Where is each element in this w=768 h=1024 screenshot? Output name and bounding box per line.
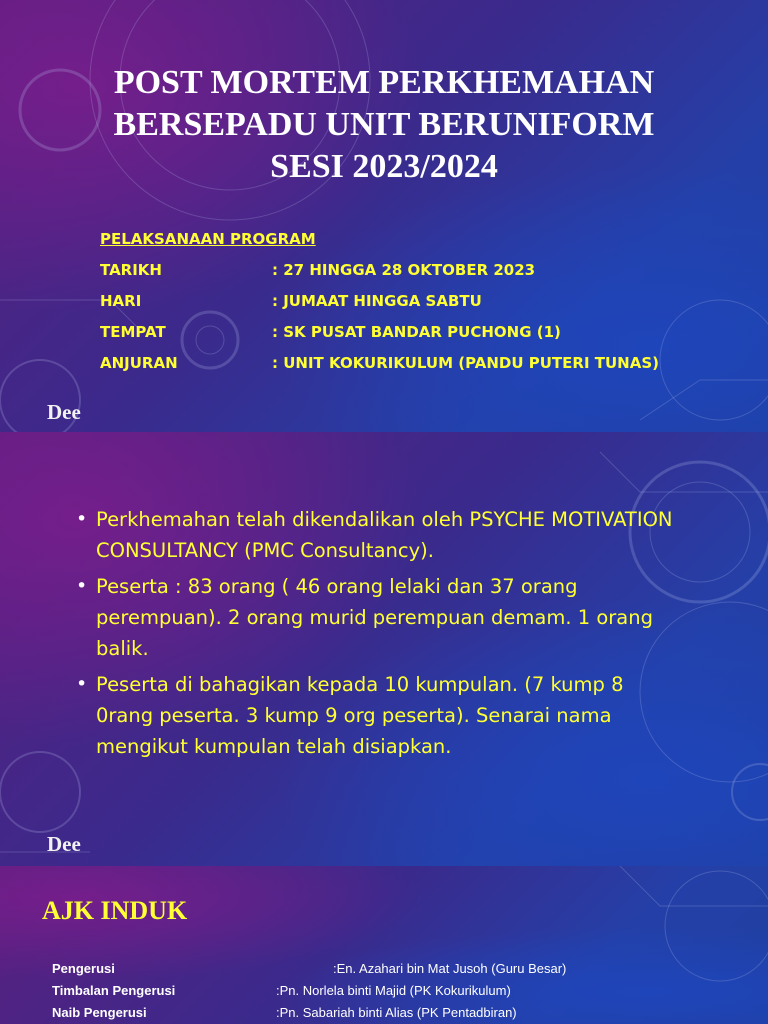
program-section-heading: PELAKSANAAN PROGRAM — [100, 230, 316, 248]
member-name: :En. Azahari bin Mat Jusoh (Guru Besar) — [333, 961, 567, 976]
committee-title: AJK INDUK — [42, 896, 188, 925]
slide-summary — [0, 432, 768, 866]
info-value: : JUMAAT HINGGA SABTU — [272, 292, 482, 310]
info-row-organizer — [100, 352, 720, 383]
info-value: : 27 HINGGA 28 OKTOBER 2023 — [272, 261, 536, 279]
list-item — [52, 983, 752, 1005]
program-info — [100, 228, 720, 383]
info-label: TARIKH — [100, 261, 162, 279]
list-item — [76, 504, 676, 566]
member-role: Naib Pengerusi — [52, 1005, 147, 1020]
info-label: HARI — [100, 292, 142, 310]
title-line: BERSEPADU UNIT BERUNIFORM — [113, 106, 655, 143]
info-label: ANJURAN — [100, 354, 178, 372]
info-row-day — [100, 290, 720, 321]
slide-committee — [0, 866, 768, 1024]
bullet-text: Peserta di bahagikan kepada 10 kumpulan. (7 kump 8 0rang peserta. 3 kump 9 org peserta). Senarai nama mengikut kumpulan telah disiapkan. — [96, 673, 624, 758]
signature: Dee — [47, 400, 81, 424]
slide-title — [0, 0, 768, 432]
bullet-icon: • — [76, 673, 88, 695]
list-item — [52, 961, 752, 983]
title-line: SESI 2023/2024 — [270, 148, 498, 185]
slide-title-heading — [60, 62, 708, 188]
list-item — [76, 571, 676, 664]
member-name: :Pn. Sabariah binti Alias (PK Pentadbiran) — [276, 1005, 517, 1020]
info-value: : UNIT KOKURIKULUM (PANDU PUTERI TUNAS) — [272, 354, 659, 372]
signature: Dee — [47, 832, 81, 856]
member-role: Pengerusi — [52, 961, 115, 976]
summary-bullet-list — [76, 504, 676, 767]
member-name: :Pn. Norlela binti Majid (PK Kokurikulum) — [276, 983, 511, 998]
bullet-text: Peserta : 83 orang ( 46 orang lelaki dan 37 orang perempuan). 2 orang murid perempuan demam. 1 orang balik. — [96, 575, 653, 660]
info-row-place — [100, 321, 720, 352]
title-line: POST MORTEM PERKHEMAHAN — [113, 64, 655, 101]
list-item — [52, 1005, 752, 1024]
bullet-icon: • — [76, 508, 88, 530]
bullet-text: Perkhemahan telah dikendalikan oleh PSYCHE MOTIVATION CONSULTANCY (PMC Consultancy). — [96, 508, 673, 562]
info-label: TEMPAT — [100, 323, 166, 341]
bullet-icon: • — [76, 575, 88, 597]
member-role: Timbalan Pengerusi — [52, 983, 176, 998]
info-value: : SK PUSAT BANDAR PUCHONG (1) — [272, 323, 561, 341]
list-item — [76, 669, 676, 762]
info-row-date — [100, 259, 720, 290]
committee-member-list — [52, 961, 752, 1024]
